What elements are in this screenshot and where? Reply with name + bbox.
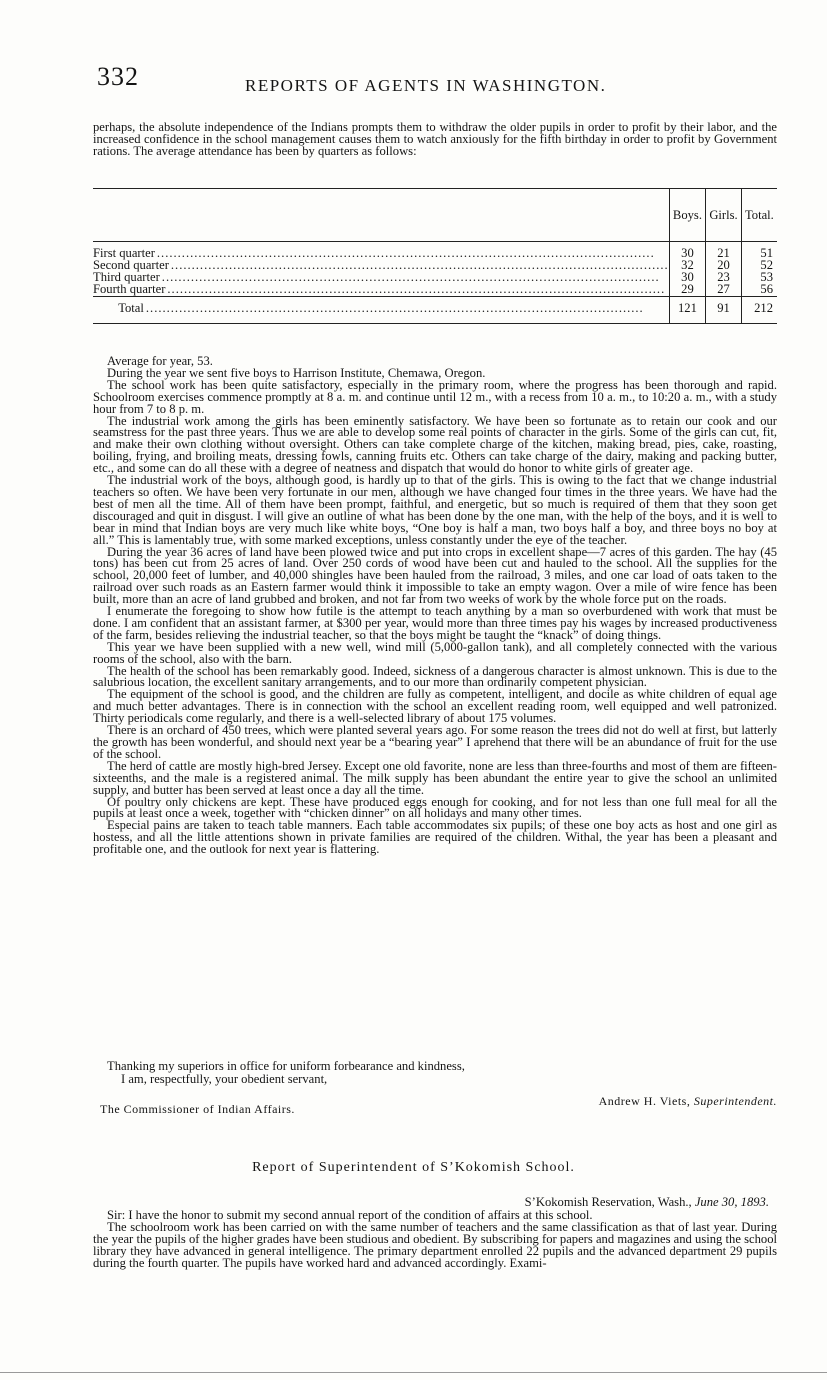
body-paragraph: The schoolroom work has been carried on with the same number of teachers and the same classification as that of last year. During the year the pupils of the higher grades have been studious and obedient. By subscribing for papers and magazines and using the school library they have advanced in general intelligence. The primary department enrolled 22 pupils and the advanced department 29 pupils during the fourth quarter. The pupils have worked hard and advanced accordingly. Exami-	[93, 1219, 777, 1270]
cell-boys: 29	[669, 284, 705, 296]
cell-boys: 30	[669, 242, 705, 260]
intro-text	[93, 122, 777, 158]
total-girls: 91	[706, 296, 742, 323]
cell-girls: 21	[706, 242, 742, 260]
second-report-body	[93, 1210, 777, 1270]
closing-line-servant: I am, respectfully, your obedient servant,	[121, 1072, 328, 1086]
body-paragraph: Especial pains are taken to teach table manners. Each table accommodates six pupils; of these one boy acts as host and one girl as hostess, and all the little attentions shown in private families are required of the children. Withal, the year has been a pleasant and profitable one, and the outlook for next year is flattering.	[93, 818, 777, 857]
page-number: 332	[97, 62, 139, 91]
cell-total: 51	[741, 242, 777, 260]
cell-girls: 20	[706, 260, 742, 272]
row-label: Third quarter ........................................................................................................................	[93, 271, 660, 284]
row-label: First quarter ........................................................................................................................	[93, 246, 655, 260]
closing-line-thanks: Thanking my superiors in office for uniform forbearance and kindness,	[107, 1059, 465, 1073]
signature-name: Andrew H. Viets,	[598, 1094, 691, 1108]
addressee: The Commissioner of Indian Affairs.	[100, 1102, 295, 1116]
body-paragraph: During the year 36 acres of land have been plowed twice and put into crops in excellent shape—7 acres of this garden. The hay (45 tons) has been cut from 25 acres of land. Over 250 cords of wood have been cut and hauled to the school. All the supplies for the school, 20,000 feet of lumber, and 40,000 shingles have been hauled from the railroad, 3 miles, and one car load of oats taken to the railroad over such roads as an Eastern farmer would think it impossible to take an empty wagon. Over a mile of wire fence has been built, more than an acre of land grubbed and broken, and not far from two weeks of work by the whole force put on the roads.	[93, 544, 777, 607]
signature	[599, 1094, 777, 1109]
table-row	[93, 284, 777, 296]
column-header-girls: Girls.	[706, 189, 742, 242]
table-row	[93, 260, 777, 272]
dateline-date: June 30, 1893.	[694, 1195, 769, 1209]
column-header-boys: Boys.	[669, 189, 705, 242]
body-paragraph: During the year we sent five boys to Harrison Institute, Chemawa, Oregon.	[107, 365, 486, 380]
bottom-rule	[0, 1372, 827, 1373]
cell-total: 52	[741, 260, 777, 272]
column-header-total: Total.	[741, 189, 777, 242]
cell-total: 53	[741, 272, 777, 284]
total-boys: 121	[669, 296, 705, 323]
body-paragraph: The school work has been quite satisfactory, especially in the primary room, where the progress has been thorough and rapid. Schoolroom exercises commence promptly at 8 a. m. and continue until 12 m., with a recess from 10 a. m., to 10:20 a. m., with a study hour from 7 to 8 p. m.	[93, 377, 777, 416]
closing-lines	[93, 1060, 777, 1086]
table-row	[93, 272, 777, 284]
section-title: Report of Superintendent of S’Kokomish School.	[252, 1160, 575, 1175]
table-header-row	[93, 189, 777, 242]
cell-boys: 32	[669, 260, 705, 272]
table-row	[93, 242, 777, 260]
body-paragraph: Of poultry only chickens are kept. These have produced eggs enough for cooking, and for not less than one full meal for all the pupils at least once a week, together with “chicken dinner” on all holidays and many other times.	[93, 794, 777, 821]
report-body	[93, 356, 777, 856]
attendance-table	[93, 188, 777, 324]
body-paragraph: Average for year, 53.	[107, 354, 213, 368]
body-paragraph: The industrial work of the boys, although good, is hardly up to that of the girls. This is owing to the fact that we change industrial teachers so often. We have been very fortunate in our men, although we have changed four times in the three years. We have had the best of men all the time. All of them have been prompt, faithful, and energetic, but so much is required of them that they soon get discouraged and quit in disgust. I will give an outline of what has been done by the one man, with the help of the boys, and it is well to bear in mind that Indian boys are very much like white boys, “One boy is half a man, two boys half a boy, and three boys no boy at all.” This is lamentably true, with some marked exceptions, unless constantly under the eye of the teacher.	[93, 473, 777, 547]
body-paragraph: There is an orchard of 450 trees, which were planted several years ago. For some reason the trees did not do well at first, but latterly the growth has been wonderful, and should next year be a “bearing year” I aprehend that there will be an abundance of fruit for the use of the school.	[93, 723, 777, 761]
body-paragraph: I enumerate the foregoing to show how futile is the attempt to teach anything by a man so overburdened with work that must be done. I am confident that an assistant farmer, at $300 per year, would more than three times pay his wages by increased productiveness of the farm, besides relieving the industrial teacher, so that the boys might be taught the “knack” of doing things.	[93, 604, 777, 642]
signature-title: Superintendent.	[693, 1094, 777, 1108]
table-header-blank	[93, 189, 669, 242]
cell-girls: 23	[706, 272, 742, 284]
dateline-place: S’Kokomish Reservation, Wash.,	[524, 1195, 692, 1209]
body-paragraph: The equipment of the school is good, and the children are fully as competent, intelligent, and docile as white children of equal age and much better advantages. There is in connection with the school an excellent reading room, well equipped and well patronized. Thirty periodicals come regularly, and there is a well-selected library of about 175 volumes.	[93, 687, 777, 726]
body-paragraph: Sir: I have the honor to submit my second annual report of the condition of affairs at this school.	[107, 1208, 593, 1222]
intro-paragraph: perhaps, the absolute independence of the Indians prompts them to withdraw the older pupils in order to profit by their labor, and the increased confidence in the school management causes them to watch anxiously for the fifth birthday in order to profit by Government rations. The average attendance has been by quarters as follows:	[93, 120, 777, 158]
body-paragraph: The industrial work among the girls has been eminently satisfactory. We have been so fortunate as to retain our cook and our seamstress for the past three years. Thus we are able to develop some real points of character in the girls. Some of the girls can cut, fit, and make their own clothing without oversight. Others can take complete charge of the kitchen, making bread, pies, cake, roasting, boiling, frying, and broiling meats, dressing fowls, canning fruits etc. Others can take charge of the dairy, making and packing butter, etc., and some can do all these with a degree of neatness and dispatch that would do honor to white girls of greater age.	[93, 413, 777, 476]
body-paragraph: The herd of cattle are mostly high-bred Jersey. Except one old favorite, none are less than three-fourths and most of them are fifteen-sixteenths, and the male is a registered animal. The milk supply has been abundant the entire year to give the school an unlimited supply, and butter has been served at least once a day all the time.	[93, 758, 777, 797]
table-total-row	[93, 296, 777, 323]
total-total: 212	[741, 296, 777, 323]
row-label: Second quarter ........................................................................................................................	[93, 259, 669, 272]
running-title: REPORTS OF AGENTS IN WASHINGTON.	[245, 76, 607, 95]
total-label: Total ........................................................................................................................	[93, 296, 669, 323]
cell-girls: 27	[706, 284, 742, 296]
cell-total: 56	[741, 284, 777, 296]
page-header	[97, 62, 777, 102]
cell-boys: 30	[669, 272, 705, 284]
row-label: Fourth quarter ........................................................................................................................	[93, 283, 666, 296]
body-paragraph: The health of the school has been remarkably good. Indeed, sickness of a dangerous character is almost unknown. This is due to the salubrious location, the excellent sanitary arrangements, and to our more than ordinarily competent physician.	[93, 663, 777, 690]
body-paragraph: This year we have been supplied with a new well, wind mill (5,000-gallon tank), and all completely connected with the various rooms of the school, also with the barn.	[93, 639, 777, 666]
